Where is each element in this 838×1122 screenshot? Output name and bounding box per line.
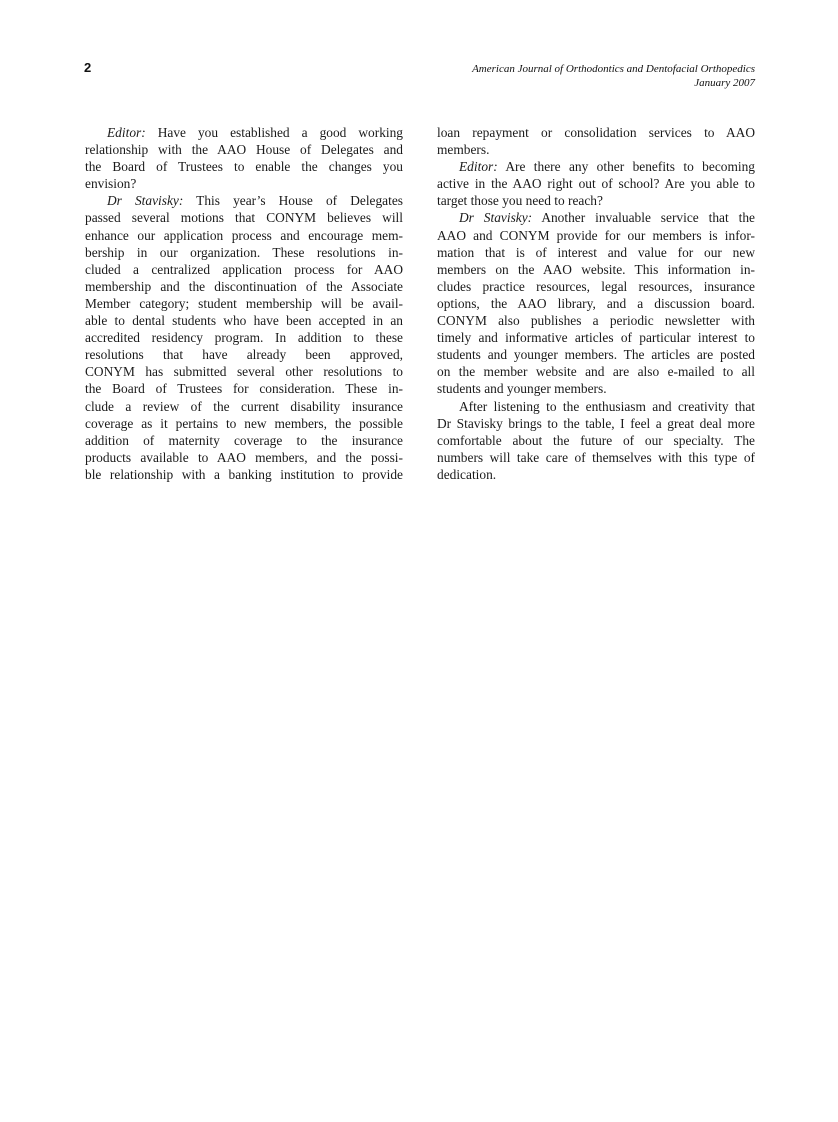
speaker-label: Dr Stavisky:	[459, 210, 533, 226]
line-text: loan repayment or consolidation services to AAO	[437, 125, 755, 140]
text-line	[437, 192, 755, 209]
line-text: dedication.	[437, 466, 497, 482]
text-line	[437, 295, 755, 312]
text-line	[85, 449, 403, 466]
line-text: the Board of Trustees to enable the changes you	[85, 159, 403, 175]
text-line	[85, 346, 403, 363]
line-text: Have you established a good working	[145, 125, 403, 140]
line-text: able to dental students who have been accepted in an	[85, 313, 403, 329]
speaker-label: Editor:	[459, 159, 498, 175]
line-text: Dr Stavisky brings to the table, I feel a great deal more	[437, 415, 755, 431]
text-line	[437, 158, 755, 175]
text-line	[85, 466, 403, 483]
line-text: cluded a centralized application process for AAO	[85, 261, 403, 277]
text-line	[85, 175, 403, 192]
line-text: students and younger members.	[437, 381, 607, 397]
line-text: active in the AAO right out of school? Are you able to	[437, 176, 755, 192]
text-line	[85, 278, 403, 295]
speaker-label: Editor:	[107, 125, 146, 140]
text-line	[85, 141, 403, 158]
text-line	[437, 278, 755, 295]
text-line	[437, 124, 755, 141]
text-line	[85, 227, 403, 244]
text-line	[437, 244, 755, 261]
line-text: products available to AAO members, and the possi-	[85, 449, 403, 465]
line-text: resolutions that have already been approved,	[85, 347, 403, 363]
text-line	[437, 432, 755, 449]
text-line	[437, 209, 755, 226]
text-line	[437, 227, 755, 244]
line-text: comfortable about the future of our specialty. The	[437, 432, 755, 448]
text-line	[437, 449, 755, 466]
line-text: bership in our organization. These resolutions in-	[85, 244, 403, 260]
line-text: After listening to the enthusiasm and creativity that	[459, 398, 755, 414]
line-text: mation that is of interest and value for our new	[437, 244, 755, 260]
line-text: Member category; student membership will be avail-	[85, 295, 403, 311]
text-line	[437, 398, 755, 415]
text-line	[437, 312, 755, 329]
text-line	[85, 312, 403, 329]
line-text: addition of maternity coverage to the insurance	[85, 432, 403, 448]
line-text: members on the AAO website. This information in-	[437, 261, 755, 277]
line-text: relationship with the AAO House of Delegates and	[85, 142, 403, 158]
text-line	[85, 192, 403, 209]
text-line	[85, 363, 403, 380]
text-line	[437, 346, 755, 363]
line-text: enhance our application process and encourage mem-	[85, 227, 403, 243]
text-line	[437, 175, 755, 192]
text-line	[85, 295, 403, 312]
line-text: AAO and CONYM provide for our members is infor-	[437, 227, 755, 243]
line-text: students and younger members. The articles are posted	[437, 347, 755, 363]
line-text: accredited residency program. In addition to these	[85, 330, 403, 346]
speaker-label: Dr Stavisky:	[107, 193, 184, 209]
line-text: passed several motions that CONYM believes will	[85, 210, 403, 226]
line-text: members.	[437, 142, 490, 158]
running-head	[472, 62, 755, 90]
line-text: Another invaluable service that the	[532, 210, 755, 226]
journal-title: American Journal of Orthodontics and Dentofacial Orthopedics	[472, 63, 755, 75]
line-text: coverage as it pertains to new members, the possible	[85, 415, 403, 431]
text-line	[85, 244, 403, 261]
line-text: cludes practice resources, legal resources, insurance	[437, 278, 755, 294]
line-text: the Board of Trustees for consideration. These in-	[85, 381, 403, 397]
text-line	[437, 261, 755, 278]
line-text: numbers will take care of themselves with this type of	[437, 449, 755, 465]
text-line	[437, 329, 755, 346]
line-text: Are there any other benefits to becoming	[497, 159, 755, 175]
text-line	[437, 380, 755, 397]
line-text: envision?	[85, 176, 137, 192]
text-line	[85, 124, 403, 141]
line-text: This year’s House of Delegates	[183, 193, 403, 209]
line-text: clude a review of the current disability insurance	[85, 398, 403, 414]
text-line	[437, 415, 755, 432]
text-line	[85, 209, 403, 226]
text-line	[85, 329, 403, 346]
text-line	[85, 261, 403, 278]
text-line	[85, 380, 403, 397]
page-number: 2	[84, 60, 92, 75]
text-line	[85, 398, 403, 415]
text-line	[437, 466, 755, 483]
line-text: timely and informative articles of particular interest to	[437, 330, 755, 346]
line-text: membership and the discontinuation of the Associate	[85, 278, 403, 294]
line-text: options, the AAO library, and a discussion board.	[437, 295, 755, 311]
text-line	[85, 415, 403, 432]
line-text: on the member website and are also e-mailed to all	[437, 364, 755, 380]
right-column	[437, 124, 755, 483]
text-line	[85, 158, 403, 175]
line-text: target those you need to reach?	[437, 193, 603, 209]
left-column	[85, 124, 403, 483]
text-line	[437, 363, 755, 380]
text-line	[437, 141, 755, 158]
text-line	[85, 432, 403, 449]
line-text: CONYM also publishes a periodic newsletter with	[437, 313, 755, 329]
line-text: CONYM has submitted several other resolutions to	[85, 364, 403, 380]
line-text: ble relationship with a banking institution to provide	[85, 466, 403, 482]
issue-date: January 2007	[694, 77, 755, 89]
